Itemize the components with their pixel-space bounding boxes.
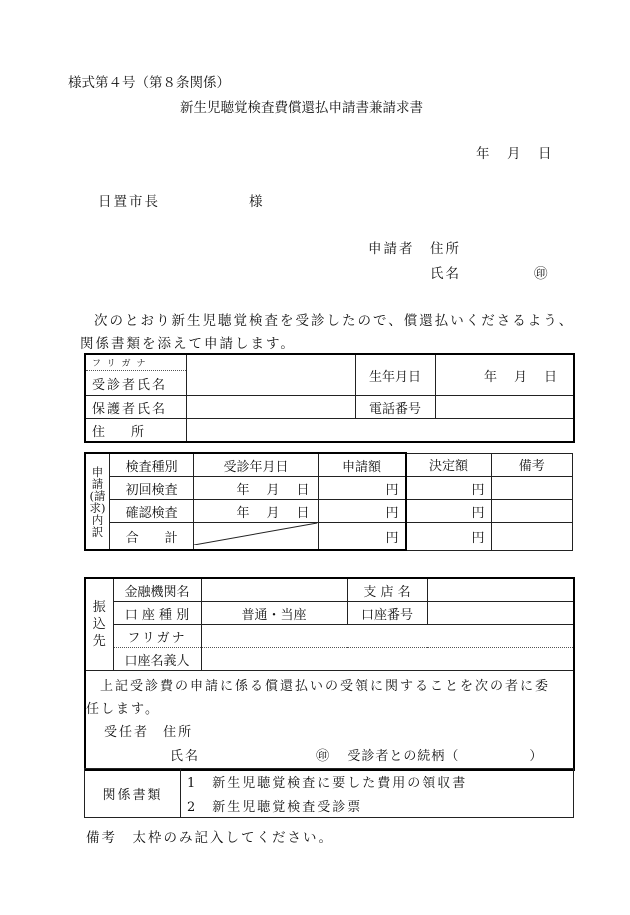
transfer-table bbox=[84, 577, 575, 771]
guardian-name-label: 保護者氏名 bbox=[85, 396, 186, 419]
form-title: 新生児聴覚検査費償還払申請書兼請求書 bbox=[180, 100, 423, 116]
branch-field[interactable] bbox=[427, 578, 574, 602]
row-initial-remarks bbox=[491, 477, 572, 500]
address-field[interactable] bbox=[186, 419, 574, 443]
guardian-name-field[interactable] bbox=[186, 396, 355, 419]
row-confirm-applied[interactable]: 円 bbox=[318, 500, 406, 523]
breakdown-side-label: 申 請 (請 求) 内 訳 bbox=[85, 453, 109, 550]
account-type-label: 口 座 種 別 bbox=[113, 602, 201, 625]
account-type-choice[interactable]: 普通・当座 bbox=[201, 602, 347, 625]
documents-label: 関係書類 bbox=[85, 769, 181, 818]
footer-note: 備考 太枠のみ記入してください。 bbox=[86, 830, 334, 846]
applicant-name-label: 氏名 bbox=[430, 266, 461, 282]
patient-name-field[interactable] bbox=[186, 354, 355, 396]
row-total-remarks bbox=[491, 523, 572, 551]
row-initial-applied[interactable]: 円 bbox=[318, 477, 406, 500]
document-item-1: 1 新生児聴覚検査に要した費用の領収書 bbox=[181, 769, 574, 794]
delegate-name-label: 氏名 bbox=[170, 749, 201, 764]
transfer-side-label: 振 込 先 bbox=[85, 578, 113, 671]
row-total-applied[interactable]: 円 bbox=[318, 523, 406, 551]
row-confirm-remarks bbox=[491, 500, 572, 523]
documents-table bbox=[84, 768, 574, 818]
applicant-label: 申請者 bbox=[368, 241, 415, 257]
row-confirm-date[interactable]: 年 月 日 bbox=[194, 500, 318, 523]
row-total-date-slashed bbox=[194, 523, 318, 551]
delegate-address-label: 住所 bbox=[163, 725, 194, 740]
delegation-line-1: 上記受診費の申請に係る償還払いの受領に関することを次の者に委 bbox=[100, 679, 551, 694]
bank-field[interactable] bbox=[201, 578, 347, 602]
phone-field[interactable] bbox=[435, 396, 574, 419]
furigana-label: フリガナ bbox=[85, 354, 186, 371]
header-exam-date: 受診年月日 bbox=[194, 453, 318, 477]
diagonal-slash bbox=[194, 523, 317, 545]
header-applied-amount: 申請額 bbox=[318, 453, 406, 477]
row-confirm-decided: 円 bbox=[406, 500, 491, 523]
holder-name-field[interactable] bbox=[201, 648, 574, 671]
delegation-block bbox=[85, 671, 574, 771]
row-total-type: 合 計 bbox=[109, 523, 193, 551]
submission-date: 年 月 日 bbox=[476, 146, 554, 162]
patient-info-table bbox=[84, 353, 575, 443]
intro-line-1: 次のとおり新生児聴覚検査を受診したので、償還払いくださるよう、 bbox=[94, 313, 575, 329]
delegate-label: 受任者 bbox=[104, 725, 150, 740]
relation-field[interactable]: 受診者との続柄（ ） bbox=[347, 749, 544, 764]
form-number: 様式第４号（第８条関係） bbox=[68, 75, 230, 91]
row-confirm-type: 確認検査 bbox=[109, 500, 193, 523]
account-number-field[interactable] bbox=[427, 602, 574, 625]
holder-furigana-field[interactable] bbox=[201, 625, 574, 648]
delegation-line-2: 任します。 bbox=[86, 702, 160, 717]
header-decided-amount: 決定額 bbox=[406, 453, 491, 477]
applicant-address-label: 住所 bbox=[430, 241, 461, 257]
header-exam-type: 検査種別 bbox=[109, 453, 193, 477]
bank-label: 金融機関名 bbox=[113, 578, 201, 602]
row-initial-decided: 円 bbox=[406, 477, 491, 500]
row-initial-date[interactable]: 年 月 日 bbox=[194, 477, 318, 500]
delegate-seal: ㊞ bbox=[316, 749, 330, 764]
header-remarks: 備考 bbox=[491, 453, 572, 477]
phone-label: 電話番号 bbox=[355, 396, 435, 419]
breakdown-table bbox=[84, 452, 573, 551]
dob-label: 生年月日 bbox=[355, 354, 435, 396]
row-initial-type: 初回検査 bbox=[109, 477, 193, 500]
patient-name-label: 受診者氏名 bbox=[85, 371, 186, 396]
seal-mark: ㊞ bbox=[534, 266, 548, 282]
holder-furigana-label: フリガナ bbox=[113, 625, 201, 648]
row-total-decided: 円 bbox=[406, 523, 491, 551]
address-label: 住 所 bbox=[85, 419, 186, 443]
document-item-2: 2 新生児聴覚検査受診票 bbox=[181, 793, 574, 818]
mayor-addressee: 日置市長 bbox=[98, 194, 160, 210]
branch-label: 支 店 名 bbox=[347, 578, 427, 602]
intro-line-2: 関係書類を添えて申請します。 bbox=[80, 336, 296, 352]
addressee-honorific: 様 bbox=[249, 194, 263, 210]
account-number-label: 口座番号 bbox=[347, 602, 427, 625]
holder-name-label: 口座名義人 bbox=[113, 648, 201, 671]
dob-field[interactable]: 年 月 日 bbox=[435, 354, 574, 396]
